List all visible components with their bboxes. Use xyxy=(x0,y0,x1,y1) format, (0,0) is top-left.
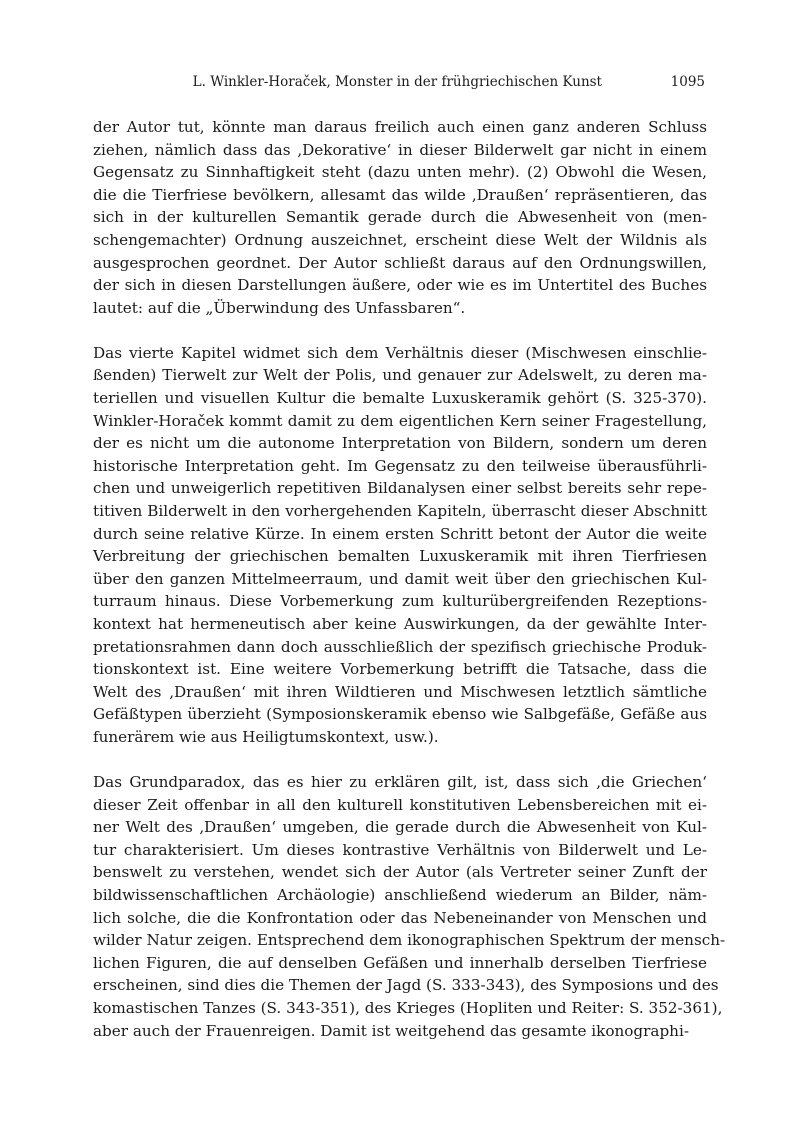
text-line: der Autor tut, könnte man daraus freilich auch einen ganz anderen Schluss xyxy=(93,118,707,136)
text-line: historische Interpretation geht. Im Gegensatz zu den teilweise überausführli- xyxy=(93,456,707,475)
text-line: dieser Zeit offenbar in all den kulturell konstitutiven Lebensbereichen mit ei- xyxy=(93,795,707,814)
text-line: aber auch der Frauenreigen. Damit ist weitgehend das gesamte ikonographi- xyxy=(93,1021,689,1040)
text-line: wilder Natur zeigen. Entsprechend dem ikonographischen Spektrum der mensch- xyxy=(93,931,726,950)
paragraph xyxy=(93,116,707,319)
text-line: erscheinen, sind dies die Themen der Jagd (S. 333-343), des Symposions und des xyxy=(93,976,719,995)
text-line: Gegensatz zu Sinnhaftigkeit steht (dazu unten mehr). (2) Obwohl die Wesen, xyxy=(93,163,707,182)
text-line: ner Welt des ‚Draußen‘ umgeben, die gerade durch die Abwesenheit von Kul- xyxy=(93,818,707,837)
text-line: sich in der kulturellen Semantik gerade durch die Abwesenheit von (men- xyxy=(93,208,707,227)
page xyxy=(93,70,726,1065)
text-line: ziehen, nämlich dass das ‚Dekorative‘ in dieser Bilderwelt gar nicht in einem xyxy=(93,140,707,159)
text-line: über den ganzen Mittelmeerraum, und damit weit über den griechischen Kul- xyxy=(93,569,707,588)
text-line: kontext hat hermeneutisch aber keine Auswirkungen, da der gewählte Inter- xyxy=(93,614,707,633)
text-line: der es nicht um die autonome Interpretation von Bildern, sondern um deren xyxy=(93,434,707,453)
text-line: die die Tierfriese bevölkern, allesamt das wilde ‚Draußen‘ repräsentieren, das xyxy=(93,185,707,204)
text-line: lichen Figuren, die auf denselben Gefäßen und innerhalb derselben Tierfriese xyxy=(93,953,707,972)
text-line: turraum hinaus. Diese Vorbemerkung zum kulturübergreifenden Rezeptions- xyxy=(93,592,707,611)
text-line: chen und unweigerlich repetitiven Bildanalysen einer selbst bereits sehr repe- xyxy=(93,479,707,498)
text-line: schengemachter) Ordnung auszeichnet, erscheint diese Welt der Wildnis als xyxy=(93,230,707,249)
text-line: tionskontext ist. Eine weitere Vorbemerkung betrifft die Tatsache, dass die xyxy=(93,660,707,679)
paragraph xyxy=(93,342,707,749)
text-line: komastischen Tanzes (S. 343-351), des Krieges (Hopliten und Reiter: S. 352-361), xyxy=(93,998,723,1017)
text-line: tur charakterisiert. Um dieses kontrastive Verhältnis von Bilderwelt und Le- xyxy=(93,840,707,859)
text-line: Winkler-Horaček kommt damit zu dem eigentlichen Kern seiner Fragestellung, xyxy=(93,411,707,430)
text-line: durch seine relative Kürze. In einem ersten Schritt betont der Autor die weite xyxy=(93,524,707,543)
body-text xyxy=(93,116,726,1042)
text-line: der sich in diesen Darstellungen äußere, oder wie es im Untertitel des Buches xyxy=(93,276,707,295)
text-line: pretationsrahmen dann doch ausschließlich der spezifisch griechische Produk- xyxy=(93,637,707,656)
text-line: Gefäßtypen überzieht (Symposionskeramik ebenso wie Salbgefäße, Gefäße aus xyxy=(93,705,707,724)
text-line: lautet: auf die „Überwindung des Unfassbaren“. xyxy=(93,298,466,317)
paragraph xyxy=(93,771,726,1042)
text-line: Das Grundparadox, das es hier zu erklären gilt, ist, dass sich ‚die Griechen‘ xyxy=(93,773,707,792)
text-line: ßenden) Tierwelt zur Welt der Polis, und genauer zur Adelswelt, zu deren ma- xyxy=(93,366,707,385)
text-line: lich solche, die die Konfrontation oder das Nebeneinander von Menschen und xyxy=(93,908,707,927)
running-title: L. Winkler-Horaček, Monster in der frühgriechischen Kunst xyxy=(192,74,602,90)
text-line: funerärem wie aus Heiligtumskontext, usw.). xyxy=(93,727,439,746)
text-line: teriellen und visuellen Kultur die bemalte Luxuskeramik gehört (S. 325-370). xyxy=(93,389,707,408)
text-line: Das vierte Kapitel widmet sich dem Verhältnis dieser (Mischwesen einschlie- xyxy=(93,343,707,362)
page-number: 1095 xyxy=(670,74,705,90)
text-line: Welt des ‚Draußen‘ mit ihren Wildtieren und Mischwesen letztlich sämtliche xyxy=(93,682,707,701)
text-line: ausgesprochen geordnet. Der Autor schließt daraus auf den Ordnungswillen, xyxy=(93,253,707,272)
text-line: Verbreitung der griechischen bemalten Luxuskeramik mit ihren Tierfriesen xyxy=(93,547,707,566)
text-line: benswelt zu verstehen, wendet sich der Autor (als Vertreter seiner Zunft der xyxy=(93,863,707,882)
text-line: bildwissenschaftlichen Archäologie) anschließend wiederum an Bilder, näm- xyxy=(93,886,707,904)
running-header xyxy=(93,70,707,98)
text-line: titiven Bilderwelt in den vorhergehenden Kapiteln, überrascht dieser Abschnitt xyxy=(93,502,707,520)
